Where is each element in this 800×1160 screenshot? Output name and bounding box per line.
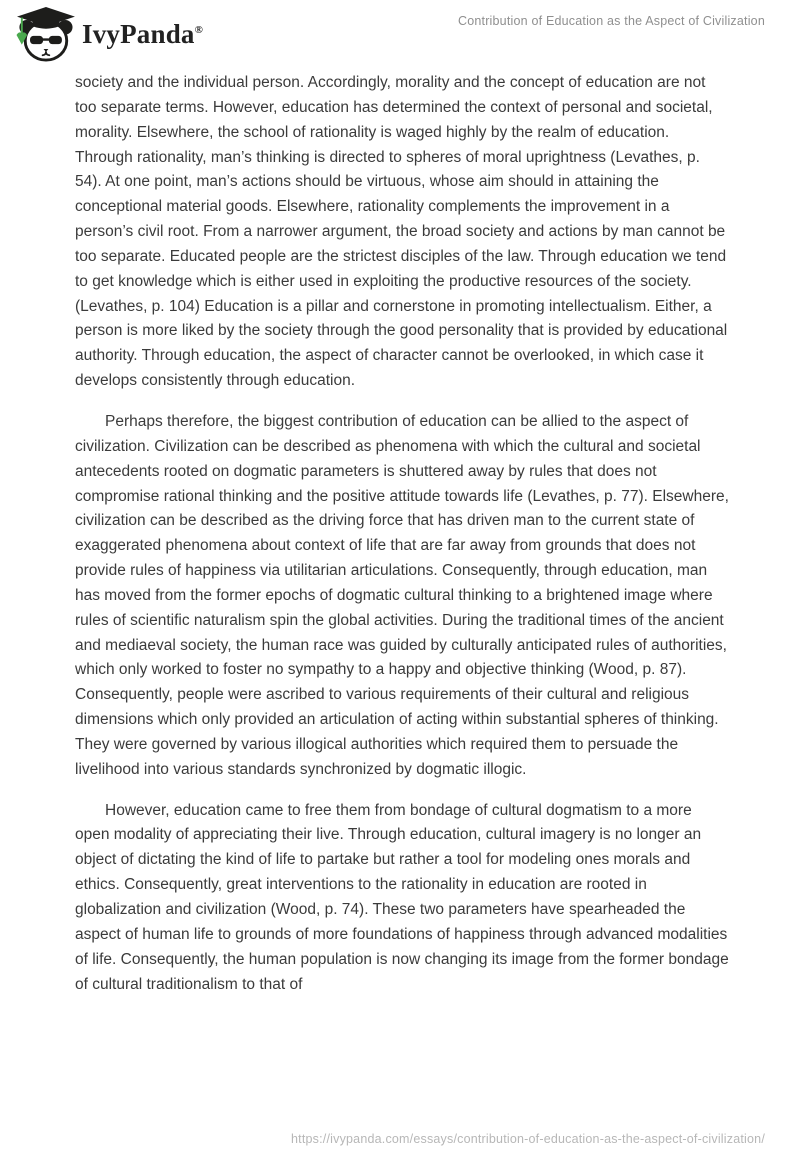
brand-logo[interactable] [14, 6, 203, 62]
brand-name-text: IvyPanda [82, 18, 195, 49]
registered-trademark: ® [194, 23, 204, 36]
brand-name [82, 19, 203, 50]
page-header [0, 0, 800, 68]
panda-graduation-cap-icon [14, 6, 76, 62]
essay-paragraph-1: society and the individual person. Accordingly, morality and the concept of education are not too separate terms. However, education has determined the context of personal and societal, morality. Elsewhere, the school of rationality is waged highly by the realm of education. Through rationality, man’s thinking is directed to spheres of moral uprightness (Levathes, p. 54). At one point, man’s actions should be virtuous, whose aim should in attaining the conceptional material goods. Elsewhere, rationality complements the improvement in a person’s civil root. From a narrower argument, the broad society and actions by man cannot be too separate. Educated people are the strictest disciples of the law. Through education we tend to get knowledge which is either used in exploiting the productive resources of the society. (Levathes, p. 104) Education is a pillar and cornerstone in promoting intellectualism. Either, a person is more liked by the society through the good personality that is provided by educational authority. Through education, the aspect of character cannot be overlooked, in which case it develops consistently through education. [75, 74, 728, 390]
essay-paragraph-2: Perhaps therefore, the biggest contribution of education can be allied to the aspect of civilization. Civilization can be described as phenomena with which the cultural and societal antecedents rooted on dogmatic parameters is shuttered away by rules that does not compromise rational thinking and the positive attitude towards life (Levathes, p. 77). Elsewhere, civilization can be described as the driving force that has driven man to the current state of exaggerated phenomena about context of life that are far away from grounds that does not provide rules of happiness via utilitarian articulations. Consequently, through education, man has moved from the former epochs of dogmatic cultural thinking to a brightened image where rules of scientific naturalism spin the global activities. During the traditional times of the ancient and mediaeval society, the human race was guided by culturally anticipated rules of authorities, which only worked to foster no sympathy to a happy and objective thinking (Wood, p. 87). Consequently, people were ascribed to various requirements of their cultural and religious dimensions which only provided an articulation of acting within substantial spheres of thinking. They were governed by various illogical authorities which required them to persuade the livelihood into various standards synchronized by dogmatic illogic. [75, 412, 729, 778]
essay-body [75, 71, 730, 1013]
essay-paragraph-3: However, education came to free them from bondage of cultural dogmatism to a more open modality of appreciating their live. Through education, cultural imagery is no longer an object of dictating the kind of life to partake but rather a tool for modeling ones morals and ethics. Consequently, great interventions to the rationality in education are rooted in globalization and civilization (Wood, p. 74). These two parameters have spearheaded the aspect of human life to grounds of more foundations of happiness through advanced modalities of life. Consequently, the human population is now changing its image from the former bondage of cultural traditionalism to that of [75, 801, 729, 993]
source-url-link[interactable]: https://ivypanda.com/essays/contribution-of-education-as-the-aspect-of-civilization/ [291, 1132, 765, 1146]
document-title: Contribution of Education as the Aspect of Civilization [457, 14, 765, 28]
